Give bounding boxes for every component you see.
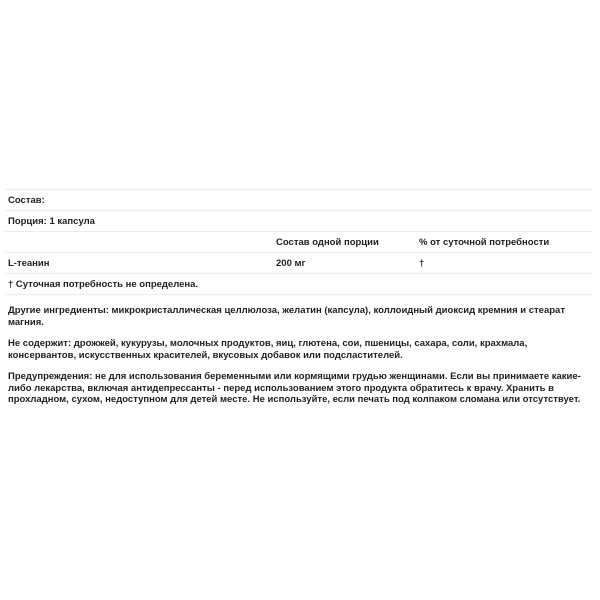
warnings-text: Предупреждения: не для использования беременными или кормящими грудью женщинами. Если вы принимаете какие-либо лекарства, включая антидепрессанты - перед использованием этого продукта обратитесь к врачу. Хранить в прохладном, сухом, недоступном для детей месте. Не используйте, если печать под колпаком сломана или отсутствует. xyxy=(8,371,581,405)
ingredient-amount: 200 мг xyxy=(276,257,306,269)
header-amount: Состав одной порции xyxy=(276,236,379,248)
footnote-row xyxy=(5,274,592,295)
composition-row xyxy=(5,190,592,211)
other-ingredients-text: Другие ингредиенты: микрокристаллическая целлюлоза, желатин (капсула), коллоидный диоксид кремния и стеарат магния. xyxy=(8,305,565,328)
supplement-facts-table xyxy=(5,189,592,295)
serving-row xyxy=(5,211,592,232)
product-notes xyxy=(8,305,593,416)
free-of-text: Не содержит: дрожжей, кукурузы, молочных продуктов, яиц, глютена, сои, пшеницы, сахара, соли, крахмала, консервантов, искусственных красителей, вкусовых добавок или подсластителей. xyxy=(8,338,528,361)
ingredient-name: L-теанин xyxy=(8,257,50,269)
serving-size-label: Порция: 1 капсула xyxy=(8,215,95,227)
header-daily-value: % от суточной потребности xyxy=(419,236,550,248)
table-row xyxy=(5,253,592,274)
ingredient-daily-value: † xyxy=(419,257,425,269)
footnote-text: † Суточная потребность не определена. xyxy=(8,278,199,290)
composition-label: Состав: xyxy=(8,194,45,206)
table-header-row xyxy=(5,232,592,253)
